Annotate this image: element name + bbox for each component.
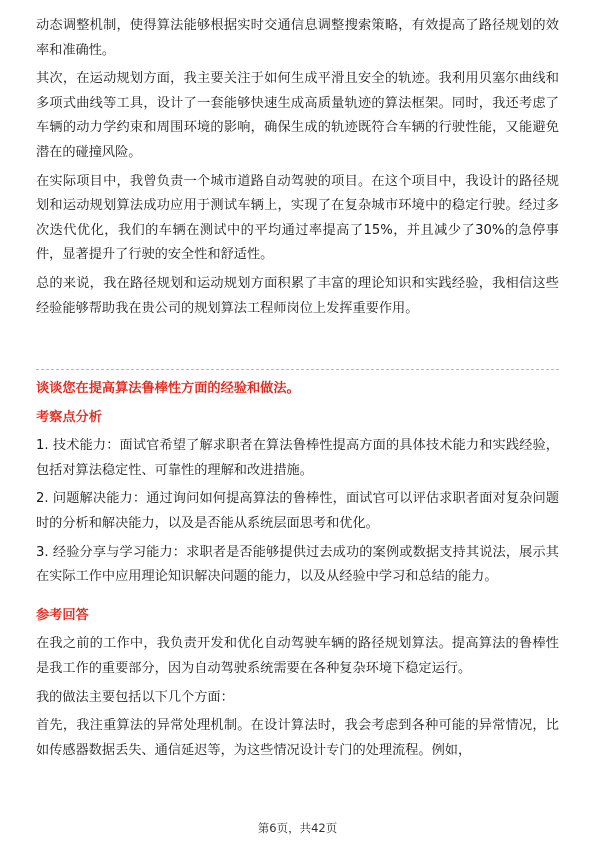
- answer-methods-lead: 我的做法主要包括以下几个方面：: [36, 689, 234, 705]
- analysis-heading: 考察点分析: [36, 409, 102, 425]
- paragraph-motion-planning: 其次，在运动规划方面，我主要关注于如何生成平滑且安全的轨迹。我利用贝塞尔曲线和多项式曲线等工具，设计了一套能够快速生成高质量轨迹的算法框架。同时，我还考虑了车辆的动力学约束和周围环境的影响，确保生成的轨迹既符合车辆的行驶性能，又能避免潜在的碰撞风险。: [36, 71, 559, 160]
- question-title: 谈谈您在提高算法鲁棒性方面的经验和做法。: [36, 381, 300, 396]
- paragraph-path-planning-tail: 动态调整机制，使得算法能够根据实时交通信息调整搜索策略，有效提高了路径规划的效率和准确性。: [36, 18, 559, 58]
- answer-heading: 参考回答: [36, 607, 89, 623]
- paragraph-summary: 总的来说，我在路径规划和运动规划方面积累了丰富的理论知识和实践经验，我相信这些经验能够帮助我在贵公司的规划算法工程师岗位上发挥重要作用。: [36, 275, 559, 316]
- page-number: 第6页，共42页: [257, 821, 338, 835]
- paragraph-project-experience: 在实际项目中，我曾负责一个城市道路自动驾驶的项目。在这个项目中，我设计的路径规划和运动规划算法成功应用于测试车辆上，实现了在复杂城市环境中的稳定行驶。经过多次迭代优化，我们的车辆在测试中的平均通过率提高了15%，并且减少了30%的急停事件，显著提升了行驶的安全性和舒适性。: [36, 173, 559, 263]
- section-divider: [36, 369, 559, 370]
- answer-intro: 在我之前的工作中，我负责开发和优化自动驾驶车辆的路径规划算法。提高算法的鲁棒性是我工作的重要部分，因为自动驾驶系统需要在各种复杂环境下稳定运行。: [36, 636, 559, 676]
- answer-exception-handling: 首先，我注重算法的异常处理机制。在设计算法时，我会考虑到各种可能的异常情况，比如传感器数据丢失、通信延迟等，为这些情况设计专门的处理流程。例如，: [36, 718, 559, 758]
- analysis-item-technical: 1. 技术能力：面试官希望了解求职者在算法鲁棒性提高方面的具体技术能力和实践经验，包括对算法稳定性、可靠性的理解和改进措施。: [36, 438, 559, 478]
- analysis-item-problem-solving: 2. 问题解决能力：通过询问如何提高算法的鲁棒性，面试官可以评估求职者面对复杂问题时的分析和解决能力，以及是否能从系统层面思考和优化。: [36, 491, 559, 531]
- question-section: [36, 377, 559, 763]
- analysis-item-experience: 3. 经验分享与学习能力：求职者是否能够提供过去成功的案例或数据支持其说法，展示其在实际工作中应用理论知识解决问题的能力，以及从经验中学习和总结的能力。: [36, 544, 559, 585]
- previous-answer-continuation: [36, 14, 559, 321]
